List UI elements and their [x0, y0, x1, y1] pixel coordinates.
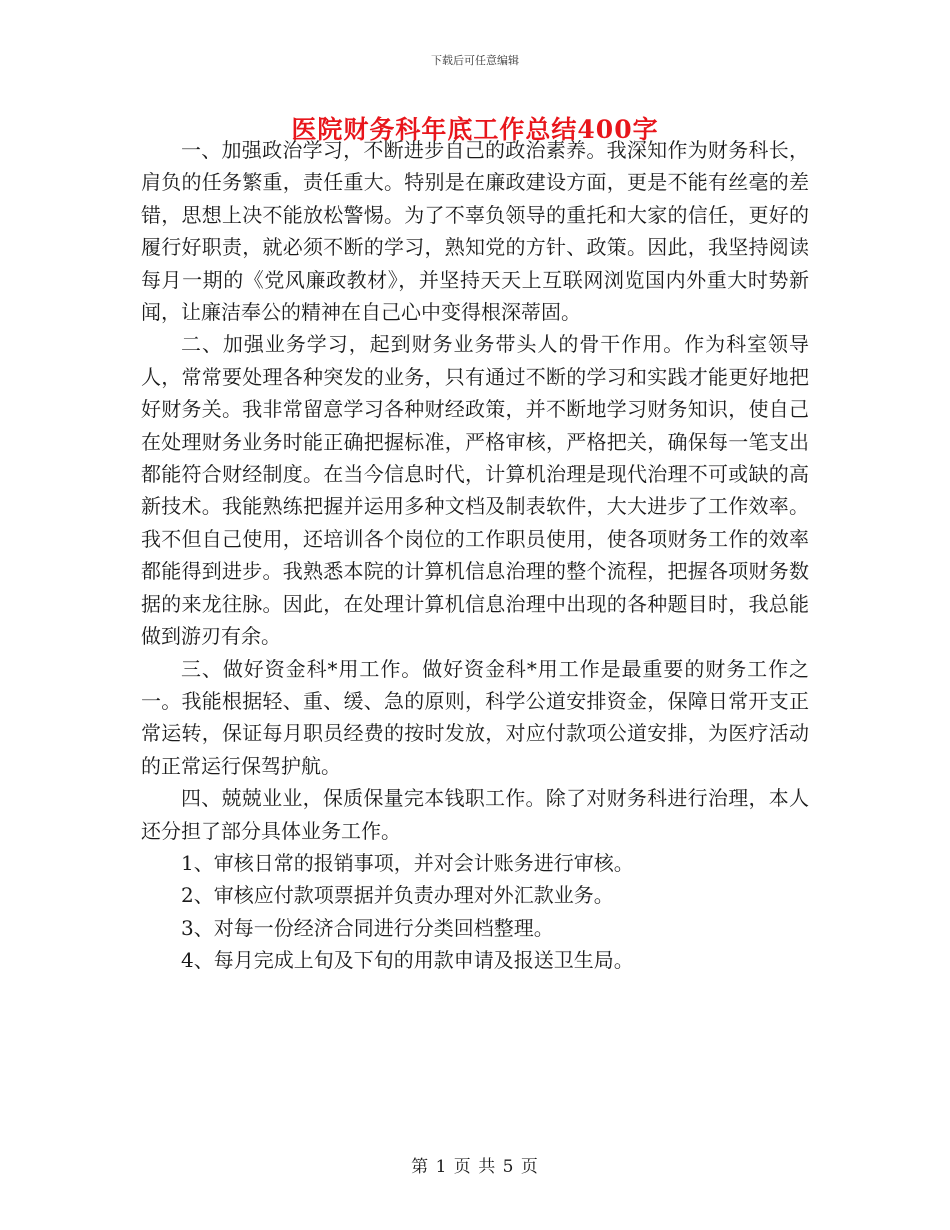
- list-item: 2、审核应付款项票据并负责办理对外汇款业务。: [181, 883, 614, 908]
- paragraph-duties: 四、兢兢业业，保质保量完本钱职工作。除了对财务科进行治理，本人还分担了部分具体业务工作。: [141, 786, 809, 843]
- list-item: 4、每月完成上旬及下旬的用款申请及报送卫生局。: [181, 948, 634, 973]
- document-body: [141, 134, 809, 977]
- list-item: 3、对每一份经济合同进行分类回档整理。: [181, 915, 554, 940]
- paragraph-political-study: 一、加强政治学习，不断进步自己的政治素养。我深知作为财务科长，肩负的任务繁重，责任重大。特别是在廉政建设方面，更是不能有丝毫的差错，思想上决不能放松警惕。为了不辜负领导的重托和大家的信任，更好的履行好职责，就必须不断的学习，熟知党的方针、政策。因此，我坚持阅读每月一期的《党风廉政教材》，并坚持天天上互联网浏览国内外重大时势新闻，让廉洁奉公的精神在自己心中变得根深蒂固。: [141, 138, 809, 325]
- header-note: 下载后可任意编辑: [431, 54, 519, 67]
- paragraph-fund-management: 三、做好资金科*用工作。做好资金科*用工作是最重要的财务工作之一。我能根据轻、重、缓、急的原则，科学公道安排资金，保障日常开支正常运转，保证每月职员经费的按时发放，对应付款项公道安排，为医疗活动的正常运行保驾护航。: [141, 656, 809, 778]
- document-title: 医院财务科年底工作总结400字: [291, 115, 659, 144]
- list-item: 1、审核日常的报销事项，并对会计账务进行审核。: [181, 850, 634, 875]
- duty-list: [141, 847, 809, 977]
- paragraph-business-study: 二、加强业务学习，起到财务业务带头人的骨干作用。作为科室领导人，常常要处理各种突发的业务，只有通过不断的学习和实践才能更好地把好财务关。我非常留意学习各种财经政策，并不断地学习财务知识，使自己在处理财务业务时能正确把握标准，严格审核，严格把关，确保每一笔支出都能符合财经制度。在当今信息时代，计算机治理是现代治理不可或缺的高新技术。我能熟练把握并运用多种文档及制表软件，大大进步了工作效率。我不但自己使用，还培训各个岗位的工作职员使用，使各项财务工作的效率都能得到进步。我熟悉本院的计算机信息治理的整个流程，把握各项财务数据的来龙往脉。因此，在处理计算机信息治理中出现的各种题目时，我总能做到游刃有余。: [141, 332, 809, 649]
- page-number: 第 1 页 共 5 页: [411, 1157, 539, 1177]
